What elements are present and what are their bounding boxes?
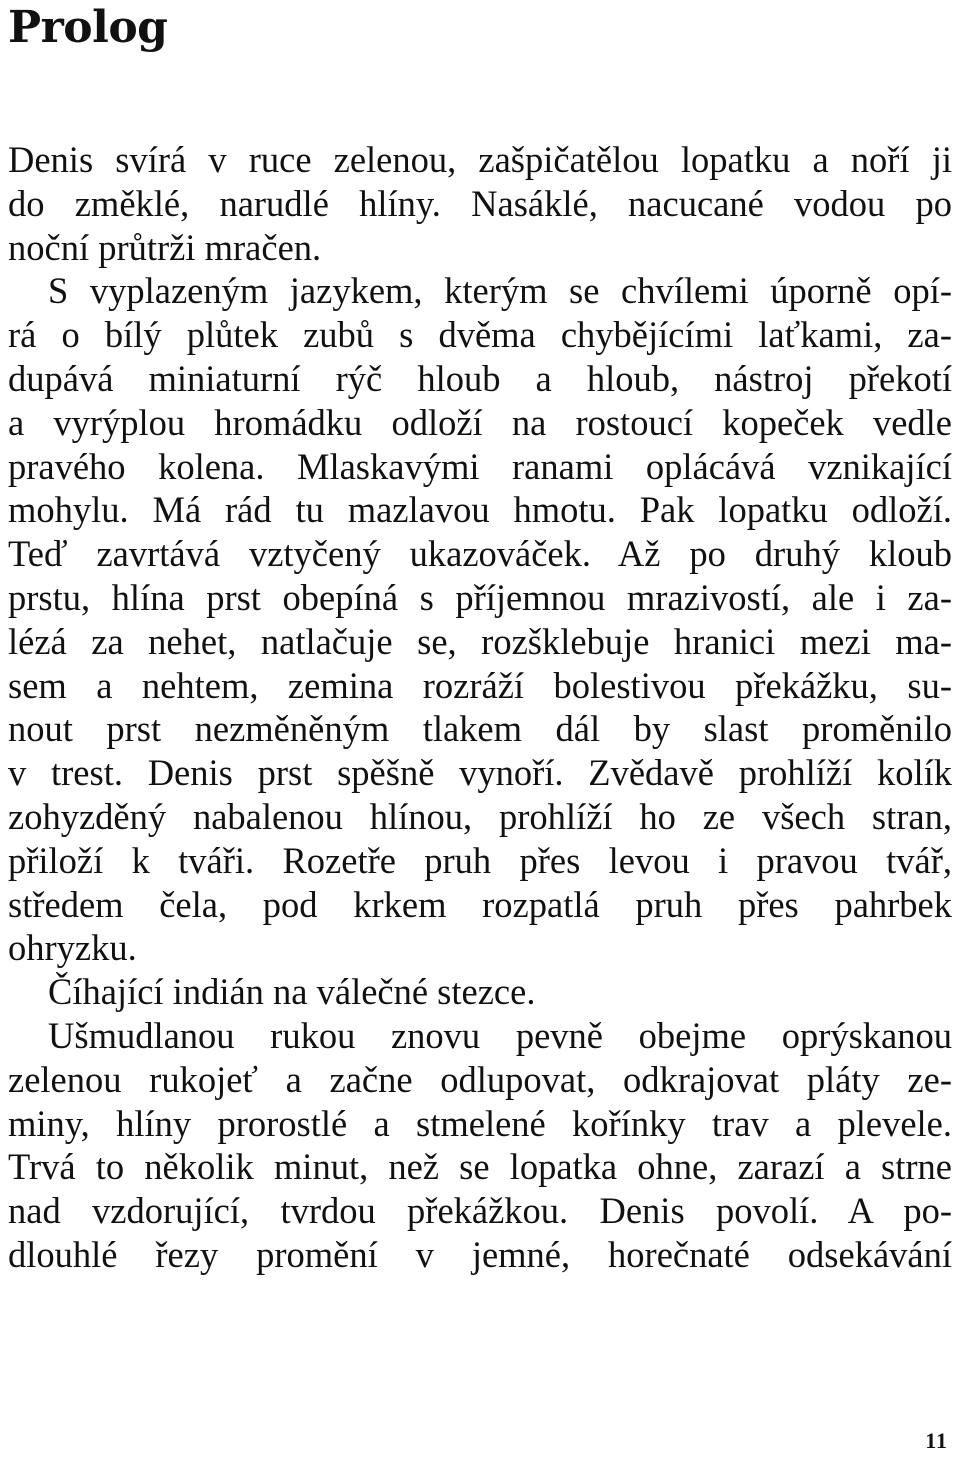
page-number: 11 [925, 1428, 948, 1453]
text-line: Teď zavrtává vztyčený ukazováček. Až po druhý kloub [8, 533, 952, 575]
text-line: S vyplazeným jazykem, kterým se chvílemi úporně opí- [48, 270, 952, 312]
text-line: nad vzdorující, tvrdou překážkou. Denis povolí. A po- [8, 1190, 952, 1232]
text-line: ohryzku. [8, 927, 137, 969]
text-line: prstu, hlína prst obepíná s příjemnou mrazivostí, ale i za- [8, 576, 952, 618]
text-line: pravého kolena. Mlaskavými ranami oplácává vznikající [8, 445, 952, 487]
text-line: nout prst nezměněným tlakem dál by slast proměnilo [8, 708, 952, 750]
text-line: mohylu. Má rád tu mazlavou hmotu. Pak lopatku odloží. [8, 489, 952, 531]
text-line: přiloží k tváři. Rozetře pruh přes levou i pravou tvář, [8, 839, 952, 881]
body-text [8, 138, 952, 1277]
chapter-title: Prolog [8, 2, 168, 53]
text-line: Ušmudlanou rukou znovu pevně obejme oprýskanou [48, 1014, 952, 1056]
text-line: miny, hlíny prorostlé a stmelené kořínky trav a plevele. [8, 1102, 952, 1144]
text-line: Číhající indián na válečné stezce. [48, 971, 536, 1013]
text-line: Trvá to několik minut, než se lopatka ohne, zarazí a strne [8, 1146, 952, 1188]
text-line: rá o bílý plůtek zubů s dvěma chybějícími laťkami, za- [8, 314, 952, 356]
text-line: zelenou rukojeť a začne odlupovat, odkrajovat pláty ze- [8, 1058, 952, 1100]
text-line: dupává miniaturní rýč hloub a hloub, nástroj překotí [8, 357, 952, 399]
text-line: v trest. Denis prst spěšně vynoří. Zvědavě prohlíží kolík [8, 752, 952, 794]
text-line: středem čela, pod krkem rozpatlá pruh přes pahrbek [8, 883, 952, 925]
text-line: zohyzděný nabalenou hlínou, prohlíží ho ze všech stran, [8, 795, 952, 837]
text-line: a vyrýplou hromádku odloží na rostoucí kopeček vedle [8, 401, 952, 443]
text-line: sem a nehtem, zemina rozráží bolestivou překážku, su- [8, 664, 952, 706]
text-line: do změklé, narudlé hlíny. Nasáklé, nacucané vodou po [8, 182, 952, 224]
text-line: noční průtrži mračen. [8, 226, 322, 268]
text-line: dlouhlé řezy promění v jemné, horečnaté odsekávání [8, 1233, 952, 1275]
text-line: lézá za nehet, natlačuje se, rozšklebuje hranici mezi ma- [8, 620, 952, 662]
text-line: Denis svírá v ruce zelenou, zašpičatělou lopatku a noří ji [8, 139, 952, 180]
